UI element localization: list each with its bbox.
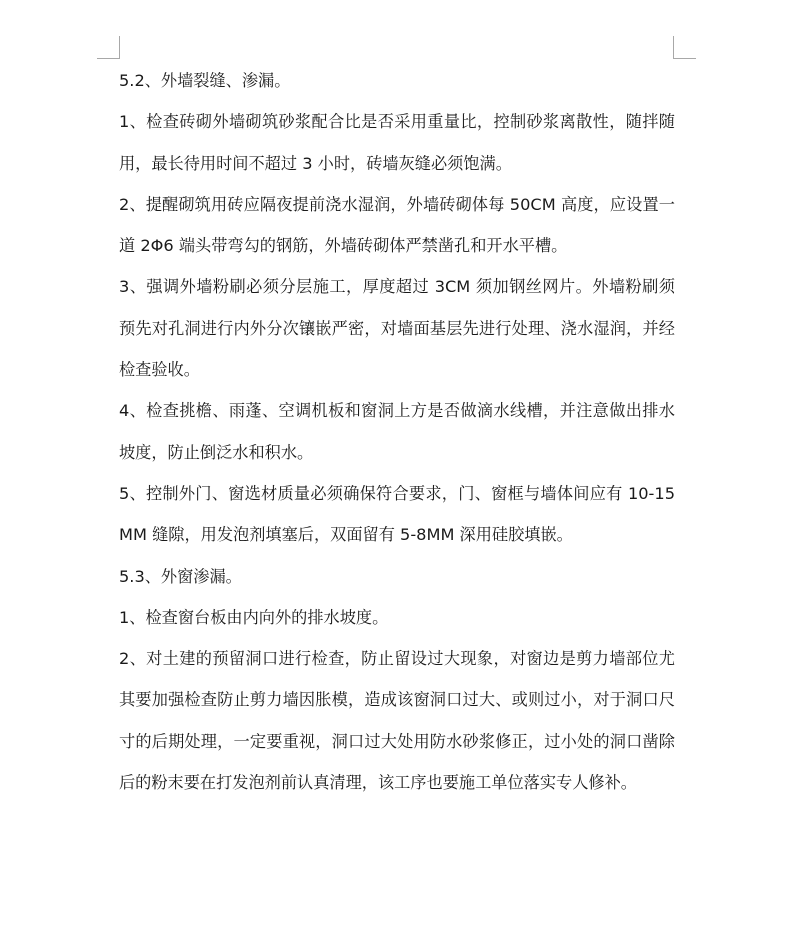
paragraph-item-4: 4、检查挑檐、雨蓬、空调机板和窗洞上方是否做滴水线槽，并注意做出排水坡度，防止倒泛水和积水。 bbox=[119, 401, 675, 462]
crop-mark-top-right bbox=[673, 36, 696, 59]
crop-mark-top-left bbox=[97, 36, 120, 59]
section-heading-5-2: 5.2、外墙裂缝、渗漏。 bbox=[119, 71, 291, 90]
paragraph-window-item-1: 1、检查窗台板由内向外的排水坡度。 bbox=[119, 607, 389, 627]
paragraph-item-2: 2、提醒砌筑用砖应隔夜提前浇水湿润，外墙砖砌体每 50CM 高度，应设置一道 2Φ6 端头带弯勾的钢筋，外墙砖砌体严禁凿孔和开水平槽。 bbox=[119, 194, 675, 256]
document-body bbox=[119, 60, 675, 803]
section-heading-5-3: 5.3、外窗渗漏。 bbox=[119, 566, 242, 586]
paragraph-item-3: 3、强调外墙粉刷必须分层施工，厚度超过 3CM 须加钢丝网片。外墙粉刷须预先对孔洞进行内外分次镶嵌严密，对墙面基层先进行处理、浇水湿润，并经检查验收。 bbox=[119, 277, 675, 380]
paragraph-item-5: 5、控制外门、窗选材质量必须确保符合要求，门、窗框与墙体间应有 10-15MM 缝隙，用发泡剂填塞后，双面留有 5-8MM 深用硅胶填嵌。 bbox=[119, 483, 675, 545]
paragraph-window-item-2: 2、对土建的预留洞口进行检查，防止留设过大现象，对窗边是剪力墙部位尤其要加强检查防止剪力墙因胀模，造成该窗洞口过大、或则过小，对于洞口尺寸的后期处理，一定要重视，洞口过大处用防水砂浆修正，过小处的洞口凿除后的粉末要在打发泡剂前认真清理，该工序也要施工单位落实专人修补。 bbox=[119, 649, 675, 793]
paragraph-item-1: 1、检查砖砌外墙砌筑砂浆配合比是否采用重量比，控制砂浆离散性，随拌随用，最长待用时间不超过 3 小时，砖墙灰缝必须饱满。 bbox=[119, 112, 675, 173]
